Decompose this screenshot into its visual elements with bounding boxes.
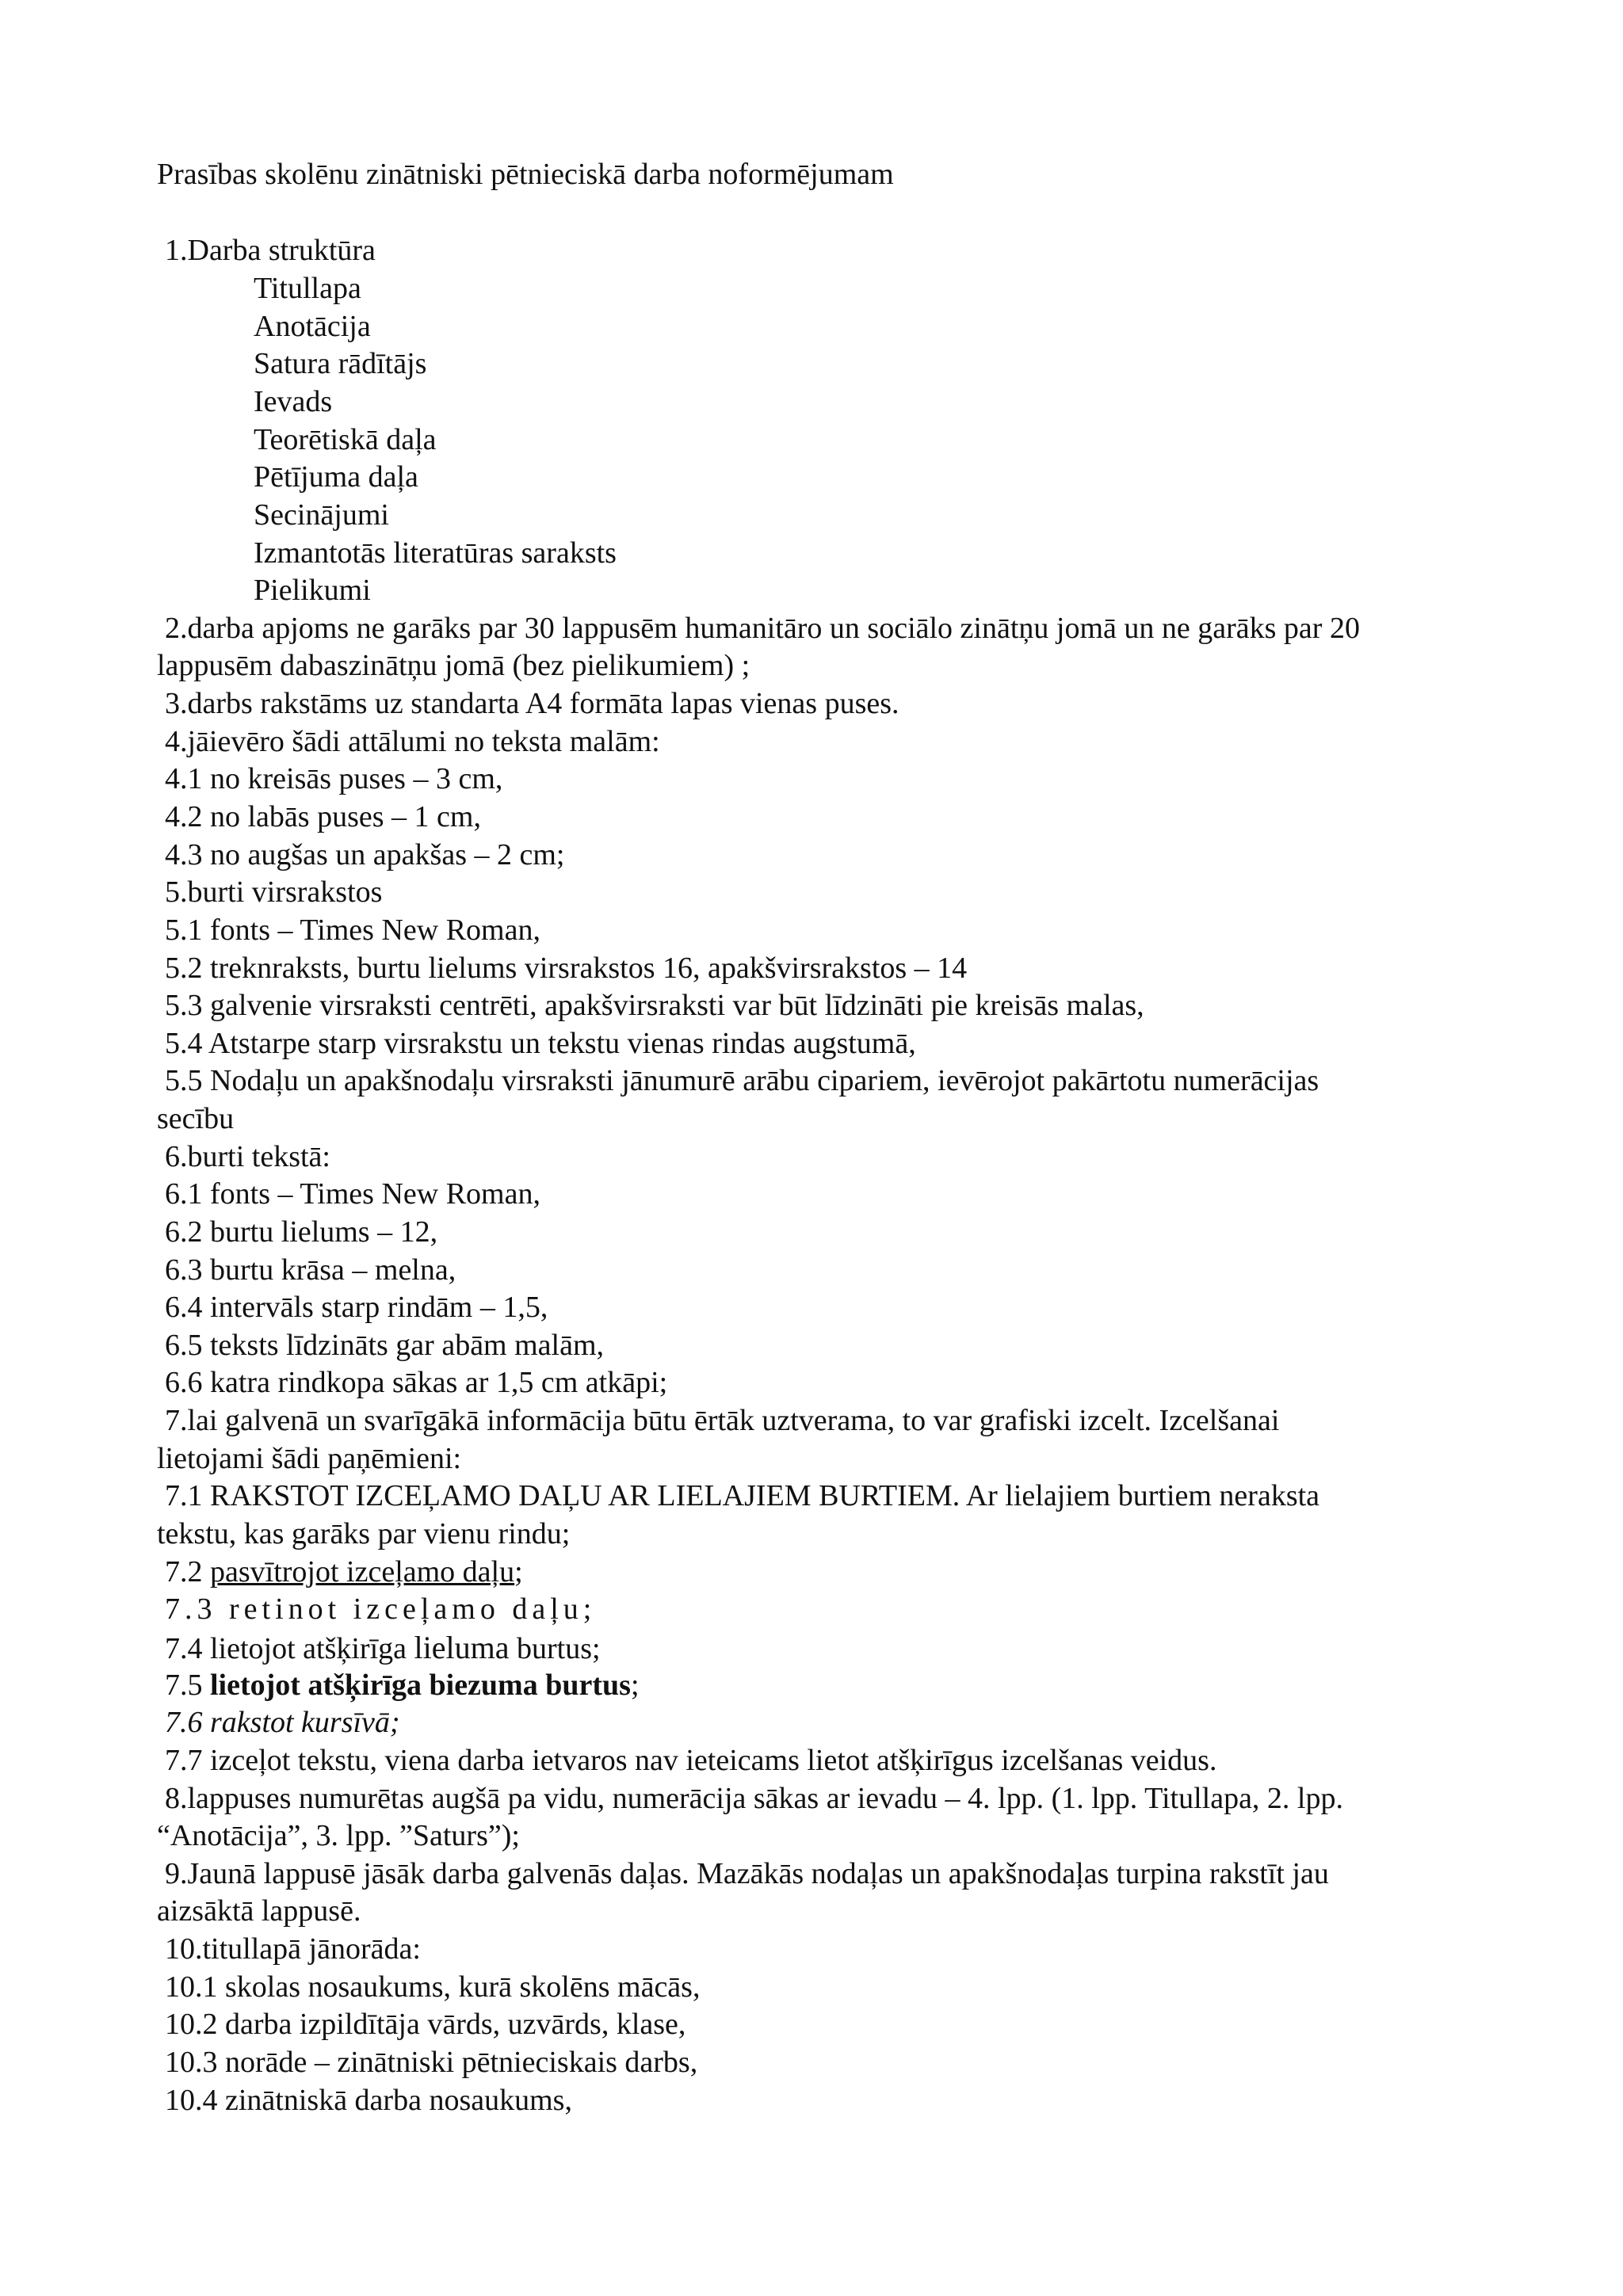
underlined-text: pasvītrojot izceļamo daļu (210, 1555, 515, 1589)
structure-item: Pētījuma daļa (254, 460, 418, 494)
paragraph-line: 6.2 burtu lielums – 12, (165, 1215, 438, 1249)
paragraph-line: 6.6 katra rindkopa sākas ar 1,5 cm atkāpi; (165, 1366, 668, 1399)
structure-item: Ievads (254, 385, 333, 418)
item-number: 7.5 (165, 1669, 203, 1702)
paragraph-line: tekstu, kas garāks par vienu rindu; (157, 1517, 571, 1550)
paragraph-line-italic-example: 7.6 rakstot kursīvā; (165, 1706, 400, 1739)
bold-text: lietojot atšķirīga biezuma burtus (210, 1669, 631, 1702)
paragraph-line-bold-example (165, 1667, 1496, 1704)
paragraph-line: 4.3 no augšas un apakšas – 2 cm; (165, 838, 565, 871)
text-segment: burtus; (516, 1632, 601, 1665)
item-number: 7.2 (165, 1555, 203, 1589)
larger-text: lieluma (414, 1630, 510, 1665)
paragraph-line: 3.darbs rakstāms uz standarta A4 formāta lapas vienas puses. (165, 687, 899, 720)
paragraph-line-underline-example (165, 1554, 1496, 1591)
paragraph-line: 10.3 norāde – zinātniski pētnieciskais darbs, (165, 2046, 698, 2079)
paragraph-line: 4.jāievēro šādi attālumi no teksta malām: (165, 725, 660, 758)
structure-item: Anotācija (254, 310, 371, 343)
paragraph-line: 6.burti tekstā: (165, 1140, 330, 1173)
paragraph-line: 10.4 zinātniskā darba nosaukums, (165, 2084, 572, 2117)
paragraph-line: 5.burti virsrakstos (165, 875, 383, 909)
paragraph-line: 7.lai galvenā un svarīgākā informācija būtu ērtāk uztverama, to var grafiski izcelt. Izcelšanai (165, 1404, 1280, 1437)
paragraph-line: 5.4 Atstarpe starp virsrakstu un tekstu vienas rindas augstumā, (165, 1027, 916, 1060)
paragraph-line: 10.titullapā jānorāda: (165, 1932, 421, 1966)
structure-item: Izmantotās literatūras saraksts (254, 536, 617, 570)
structure-item: Pielikumi (254, 574, 371, 607)
structure-item: Teorētiskā daļa (254, 423, 437, 456)
paragraph-line: lappusēm dabaszinātņu jomā (bez pielikumiem) ; (157, 649, 750, 682)
punctuation: ; (630, 1669, 640, 1702)
paragraph-line: 7.7 izceļot tekstu, viena darba ietvaros nav ieteicams lietot atšķirīgus izcelšanas veidus. (165, 1744, 1217, 1777)
paragraph-line: 6.4 intervāls starp rindām – 1,5, (165, 1291, 548, 1324)
section-heading-structure: 1.Darba struktūra (165, 234, 376, 267)
paragraph-line: 10.2 darba izpildītāja vārds, uzvārds, klase, (165, 2008, 686, 2041)
structure-item: Satura rādītājs (254, 347, 427, 380)
paragraph-line: 5.3 galvenie virsraksti centrēti, apakšvirsraksti var būt līdzināti pie kreisās malas, (165, 989, 1144, 1022)
paragraph-line: 5.1 fonts – Times New Roman, (165, 913, 540, 947)
paragraph-line: lietojami šādi paņēmieni: (157, 1442, 462, 1475)
paragraph-line: 2.darba apjoms ne garāks par 30 lappusēm humanitāro un sociālo zinātņu jomā un ne garāks par 20 (165, 612, 1360, 645)
paragraph-line: 5.5 Nodaļu un apakšnodaļu virsraksti jānumurē arābu cipariem, ievērojot pakārtotu numerācijas (165, 1064, 1319, 1097)
paragraph-line-spaced-example: 7.3 retinot izceļamo daļu; (165, 1592, 597, 1626)
paragraph-line: “Anotācija”, 3. lpp. ”Saturs”); (157, 1819, 520, 1852)
paragraph-line: 8.lappuses numurētas augšā pa vidu, numerācija sākas ar ievadu – 4. lpp. (1. lpp. Titullapa, 2. lpp. (165, 1782, 1343, 1815)
paragraph-line: 7.1 RAKSTOT IZCEĻAMO DAĻU AR LIELAJIEM BURTIEM. Ar lielajiem burtiem neraksta (165, 1479, 1320, 1512)
document-title: Prasības skolēnu zinātniski pētnieciskā darba noformējumam (157, 158, 894, 191)
paragraph-line: 4.1 no kreisās puses – 3 cm, (165, 762, 503, 795)
structure-item: Titullapa (254, 272, 361, 305)
paragraph-line: 6.1 fonts – Times New Roman, (165, 1177, 540, 1211)
paragraph-line: 6.3 burtu krāsa – melna, (165, 1253, 456, 1287)
paragraph-line: 9.Jaunā lappusē jāsāk darba galvenās daļas. Mazākās nodaļas un apakšnodaļas turpina rakstīt jau (165, 1857, 1329, 1890)
paragraph-line: 4.2 no labās puses – 1 cm, (165, 800, 481, 833)
paragraph-line-size-example (165, 1629, 1496, 1666)
paragraph-line: 5.2 treknraksts, burtu lielums virsrakstos 16, apakšvirsrakstos – 14 (165, 952, 968, 985)
paragraph-line: 10.1 skolas nosaukums, kurā skolēns mācās, (165, 1970, 701, 2004)
paragraph-line: 6.5 teksts līdzināts gar abām malām, (165, 1329, 605, 1362)
text-segment: 7.4 lietojot atšķirīga (165, 1632, 407, 1665)
punctuation: ; (514, 1555, 523, 1589)
paragraph-line: aizsāktā lappusē. (157, 1894, 361, 1928)
paragraph-line: secību (157, 1102, 235, 1135)
structure-item: Secinājumi (254, 498, 389, 532)
